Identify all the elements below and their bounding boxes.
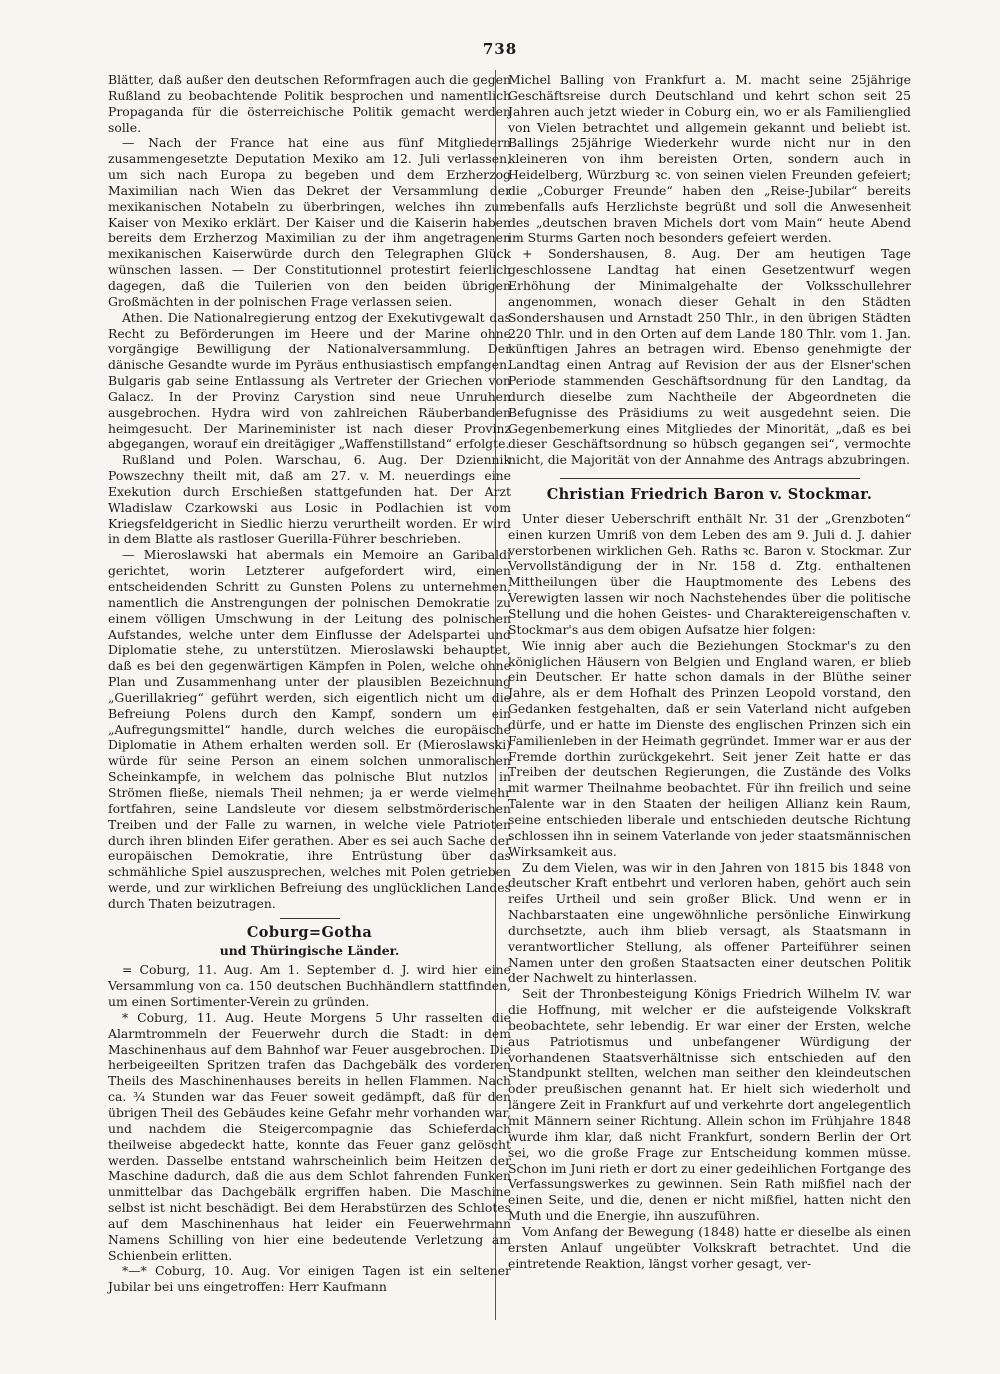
right-column xyxy=(508,72,911,1271)
paragraph: Blätter, daß außer den deutschen Reformfragen auch die gegen Rußland zu beobachtende Politik besprochen und namentlich Propaganda für die österreichische Politik gemacht werden solle. xyxy=(108,72,511,135)
paragraph: *—* Coburg, 10. Aug. Vor einigen Tagen ist ein seltener Jubilar bei uns eingetroffen: Herr Kaufmann xyxy=(108,1263,511,1295)
paragraph: Zu dem Vielen, was wir in den Jahren von 1815 bis 1848 von deutscher Kraft entbehrt und verloren haben, gehört auch sein reifes Urtheil und sein großer Blick. Und wenn er in Nachbarstaaten eine ungewöhnliche persönliche Einwirkung durchsetzte, auch ihm blieb versagt, als Staatsmann in verantwortlicher Stellung, als offener Parteiführer seinen Namen unter den großen Staatsacten einer deutschen Politik der Nachwelt zu hinterlassen. xyxy=(508,859,911,986)
paragraph: — Mieroslawski hat abermals ein Memoire an Garibaldi gerichtet, worin Letzterer aufgefordert wird, einen entscheidenden Schritt zu Gunsten Polens zu unternehmen, namentlich die Anstrengungen der polnischen Demokratie zu einem völligen Umschwung in der Leitung des polnischen Aufstandes, welche unter dem Einflusse der Adelspartei und Diplomatie stehe, zu unterstützen. Mieroslawski behauptet, daß es bei den gegenwärtigen Kämpfen in Polen, welche ohne Plan und Zusammenhang unter der plausiblen Bezeichnung „Guerillakrieg“ geführt werden, sich eigentlich nicht um die Befreiung Polens durch den Kampf, sondern um ein „Aufregungsmittel“ handle, durch welches die europäische Diplomatie in Athem erhalten werden soll. Er (Mieroslawski) würde für seine Person an einem solchen unmoralischen Scheinkampfe, in welchem das polnische Blut nutzlos in Strömen fließe, niemals Theil nehmen; ja er werde vielmehr fortfahren, seine Landsleute vor diesem selbstmörderischen Treiben und der Falle zu warnen, in welche viele Patrioten durch ihren blinden Eifer gerathen. Aber es sei auch Sache der europäischen Demokratie, ihre Entrüstung über das schmähliche Spiel auszusprechen, welches mit Polen getrieben werde, und zur wirklichen Befreiung des unglücklichen Landes durch Thaten beizutragen. xyxy=(108,547,511,911)
section-subtitle: und Thüringische Länder. xyxy=(219,942,400,958)
section-title: Coburg=Gotha xyxy=(246,923,373,941)
paragraph: Vom Anfang der Bewegung (1848) hatte er dieselbe als einen ersten Anlauf ungeübter Volkskraft betrachtet. Und die eintretende Reaktion, längst vorher gesagt, ver- xyxy=(508,1223,911,1271)
paragraph: Rußland und Polen. Warschau, 6. Aug. Der Dziennik Powszechny theilt mit, daß am 27. v. M. neuerdings eine Exekution durch Erschießen stattgefunden hat. Der Arzt Wladislaw Czarkowski aus Losic in Podlachien ist vom Kriegsfeldgericht in Siedlic hierzu verurtheilt worden. Er wird in dem Blatte als rastloser Guerilla-Führer beschrieben. xyxy=(108,452,511,547)
article-rule xyxy=(560,478,860,479)
paragraph: = Coburg, 11. Aug. Am 1. September d. J. wird hier eine Versammlung von ca. 150 deutschen Buchhändlern stattfinden, um einen Sortimenter-Verein zu gründen. xyxy=(108,962,511,1010)
paragraph: Seit der Thronbesteigung Königs Friedrich Wilhelm IV. war die Hoffnung, mit welcher er die aufsteigende Volkskraft beobachtete, sehr lebendig. Er war einer der Ersten, welche aus Patriotismus und unbefangener Würdigung der vorhandenen Staatsverhältnisse sich entschieden auf den Standpunkt stellten, welchen man seither den kleindeutschen oder preußischen genannt hat. Er hielt sich wiederholt und längere Zeit in Frankfurt auf und verkehrte dort angelegentlich mit Männern seiner Richtung. Allein schon im Frühjahre 1848 wurde ihm klar, daß nicht Frankfurt, sondern Berlin der Ort sei, wo die große Frage zur Entscheidung kommen müsse. Schon im Juni rieth er dort zu einer gedeihlichen Fortgange des Verfassungswerkes zu gewinnen. Sein Rath mißfiel nach der einen Seite, und die, denen er nicht mißfiel, hatten nicht den Muth und die Energie, ihn auszuführen. xyxy=(508,986,911,1224)
left-column xyxy=(108,72,511,1295)
paragraph: + Sondershausen, 8. Aug. Der am heutigen Tage geschlossene Landtag hat einen Gesetzentwurf wegen Erhöhung der Minimalgehalte der Volksschullehrer angenommen, wonach dieser Gehalt in den Städten Sondershausen und Arnstadt 250 Thlr., in den übrigen Städten 220 Thlr. und in den Orten auf dem Lande 180 Thlr. vom 1. Jan. künftigen Jahres an betragen wird. Ebenso genehmigte der Landtag einen Antrag auf Revision der aus der Elsner'schen Periode stammenden Geschäftsordnung für den Landtag, da durch dieselbe zum Nachtheile der Abgeordneten die Befugnisse des Präsidiums zu weit ausgedehnt seien. Die Gegenbemerkung eines Mitgliedes der Minorität, „daß es bei dieser Geschäftsordnung so hübsch gegangen sei“, vermochte nicht, die Majorität von der Annahme des Antrags abzubringen. xyxy=(508,246,911,468)
paragraph: * Coburg, 11. Aug. Heute Morgens 5 Uhr rasselten die Alarmtrommeln der Feuerwehr durch die Stadt: in dem Maschinenhaus auf dem Bahnhof war Feuer ausgebrochen. Die herbeigeeilten Spritzen trafen das Dachgebälk des vorderen Theils des Maschinenhauses bereits in hellen Flammen. Nach ca. ¾ Stunden war das Feuer soweit gedämpft, daß für den übrigen Theil des Gebäudes keine Gefahr mehr vorhanden war, und nachdem die Steigercompagnie das Schieferdach theilweise abgedeckt hatte, konnte das Feuer ganz gelöscht werden. Dasselbe entstand wahrscheinlich beim Heitzen der Maschine dadurch, daß die aus dem Schlot fahrenden Funken unmittelbar das Dachgebälk ergriffen haben. Die Maschine selbst ist nicht beschädigt. Bei dem Herabstürzen des Schlotes auf dem Maschinenhaus hat leider ein Feuerwehrmann Namens Schilling von hier eine bedeutende Verletzung am Schienbein erlitten. xyxy=(108,1009,511,1263)
section-rule xyxy=(280,918,340,919)
article-title: Christian Friedrich Baron v. Stockmar. xyxy=(546,486,873,504)
paragraph: Athen. Die Nationalregierung entzog der Exekutivgewalt das Recht zu Beförderungen im Heere und der Marine ohne vorgängige Bewilligung der Nationalversammlung. Der dänische Gesandte wurde im Pyräus enthusiastisch empfangen. Bulgaris gab seine Entlassung als Vertreter der Griechen von Galacz. In der Provinz Carystion sind neue Unruhen ausgebrochen. Hydra wird von zahlreichen Räuberbanden heimgesucht. Der Marineminister ist nach dieser Provinz abgegangen, worauf ein dreitägiger „Waffenstillstand“ erfolgte. xyxy=(108,309,511,452)
paragraph: Michel Balling von Frankfurt a. M. macht seine 25jährige Geschäftsreise durch Deutschland und kehrt schon seit 25 Jahren auch jetzt wieder in Coburg ein, wo er als Familienglied von Vielen betrachtet und allgemein gekannt und beliebt ist. Ballings 25jährige Wiederkehr wurde nicht nur in den kleineren von ihm bereisten Orten, sondern auch in Heidelberg, Würzburg ꝛc. von seinen vielen Freunden gefeiert; die „Coburger Freunde“ haben den „Reise-Jubilar“ bereits ebenfalls aufs Herzlichste begrüßt und soll die Anwesenheit des „deutschen braven Michels dort vom Main“ heute Abend im Sturms Garten noch besonders gefeiert werden. xyxy=(508,72,911,246)
paragraph: Wie innig aber auch die Beziehungen Stockmar's zu den königlichen Häusern von Belgien und England waren, er blieb ein Deutscher. Er hatte schon damals in der Blüthe seiner Jahre, als er dem Hofhalt des Prinzen Leopold vorstand, den Gedanken festgehalten, daß er sein Vaterland nicht aufgeben dürfe, und er hatte im Dienste des englischen Prinzen sich ein Familienleben in der Heimath gegründet. Immer war er aus der Fremde dorthin zurückgekehrt. Seit jener Zeit hatte er das Treiben der deutschen Regierungen, die Zustände des Volks mit warmer Theilnahme beobachtet. Für ihn freilich und seine Talente war in den Staaten der heiligen Allianz kein Raum, seine entschieden liberale und entschieden deutsche Richtung schlossen ihn in seinem Vaterlande von jeder staatsmännischen Wirksamkeit aus. xyxy=(508,637,911,859)
paragraph: Unter dieser Ueberschrift enthält Nr. 31 der „Grenzboten“ einen kurzen Umriß von dem Leben des am 9. Juli d. J. dahier verstorbenen wirklichen Geh. Raths ꝛc. Baron v. Stockmar. Zur Vervollständigung der in Nr. 158 d. Ztg. enthaltenen Mittheilungen über die Hauptmomente des Lebens des Verewigten lassen wir noch Nachstehendes über die politische Stellung und die hohen Geistes- und Charaktereigenschaften v. Stockmar's aus dem obigen Aufsatze hier folgen: xyxy=(508,510,911,637)
page-number: 738 xyxy=(482,40,518,58)
paragraph: — Nach der France hat eine aus fünf Mitgliedern zusammengesetzte Deputation Mexiko am 12. Juli verlassen, um sich nach Europa zu begeben und dem Erzherzog Maximilian nach Wien das Dekret der Versammlung der mexikanischen Notabeln zu überbringen, welches ihn zum Kaiser von Mexiko erklärt. Der Kaiser und die Kaiserin haben bereits dem Erzherzog Maximilian zu der ihm angetragenen mexikanischen Kaiserwürde durch den Telegraphen Glück wünschen lassen. — Der Constitutionnel protestirt feierlich dagegen, daß die Tuilerien von den beiden übrigen Großmächten in der polnischen Frage verlassen seien. xyxy=(108,135,511,309)
